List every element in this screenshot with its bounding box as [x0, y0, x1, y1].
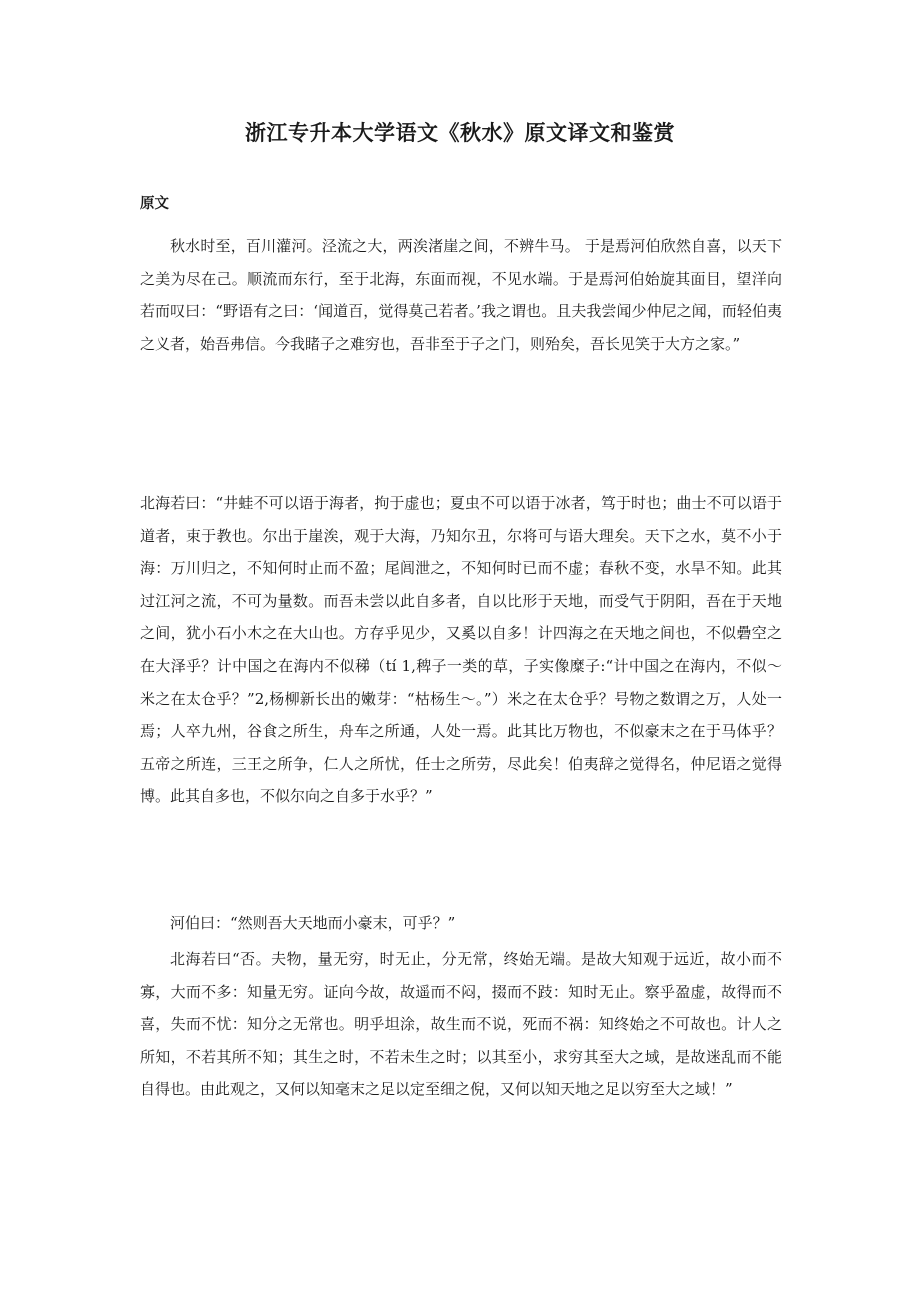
- paragraph: 秋水时至，百川灌河。泾流之大，两涘渚崖之间，不辨牛马。 于是焉河伯欣然自喜，以天下之美为尽在己。顺流而东行，至于北海，东面而视，不见水端。于是焉河伯始旋其面目，望洋向若而叹曰：“野语有之曰：‘闻道百，觉得莫己若者。’我之谓也。且夫我尝闻少仲尼之闻，而轻伯夷之义者，始吾弗信。今我睹子之难穷也，吾非至于子之门，则殆矣，吾长见笑于大方之家。”: [140, 237, 782, 353]
- section-heading-original-text: 原文: [140, 196, 169, 212]
- paragraph: 北海若曰：“井蛙不可以语于海者，拘于虚也；夏虫不可以语于冰者，笃于时也；曲士不可以语于道者，束于教也。尔出于崖涘，观于大海，乃知尔丑，尔将可与语大理矣。天下之水，莫不小于海：万川归之，不知何时止而不盈；尾闾泄之，不知何时已而不虚；春秋不变，水旱不知。此其过江河之流，不可为量数。而吾未尝以此自多者，自以比形于天地，而受气于阴阳，吾在于天地之间，犹小石小木之在大山也。方存乎见少，又奚以自多！计四海之在天地之间也，不似礨空之在大泽乎？计中国之在海内不似稊（tí 1,稗子一类的草，子实像糜子:“计中国之在海内，不似～米之在太仓乎？”2,杨柳新长出的嫩芽：“枯杨生～。”）米之在太仓乎？号物之数谓之万，人处一焉；人卒九州，谷食之所生，舟车之所通，人处一焉。此其比万物也，不似豪末之在于马体乎？五帝之所连，三王之所争，仁人之所忧，任士之所劳，尽此矣！伯夷辞之觉得名，仲尼语之觉得博。此其自多也，不似尔向之自多于水乎？”: [140, 494, 782, 806]
- document-title: 浙江专升本大学语文《秋水》原文译文和鉴赏: [245, 121, 675, 145]
- paragraph: 北海若曰“否。夫物，量无穷，时无止，分无常，终始无端。是故大知观于远近，故小而不寡，大而不多：知量无穷。证向今故，故遥而不闷，掇而不跂：知时无止。察乎盈虚，故得而不喜，失而不忧：知分之无常也。明乎坦涂，故生而不说，死而不祸：知终始之不可故也。计人之所知，不若其所不知；其生之时，不若未生之时；以其至小，求穷其至大之域，是故迷乱而不能自得也。由此观之，又何以知毫末之足以定至细之倪，又何以知天地之足以穷至大之域！”: [140, 950, 782, 1099]
- paragraph: 河伯曰：“然则吾大天地而小豪末，可乎？”: [170, 914, 456, 932]
